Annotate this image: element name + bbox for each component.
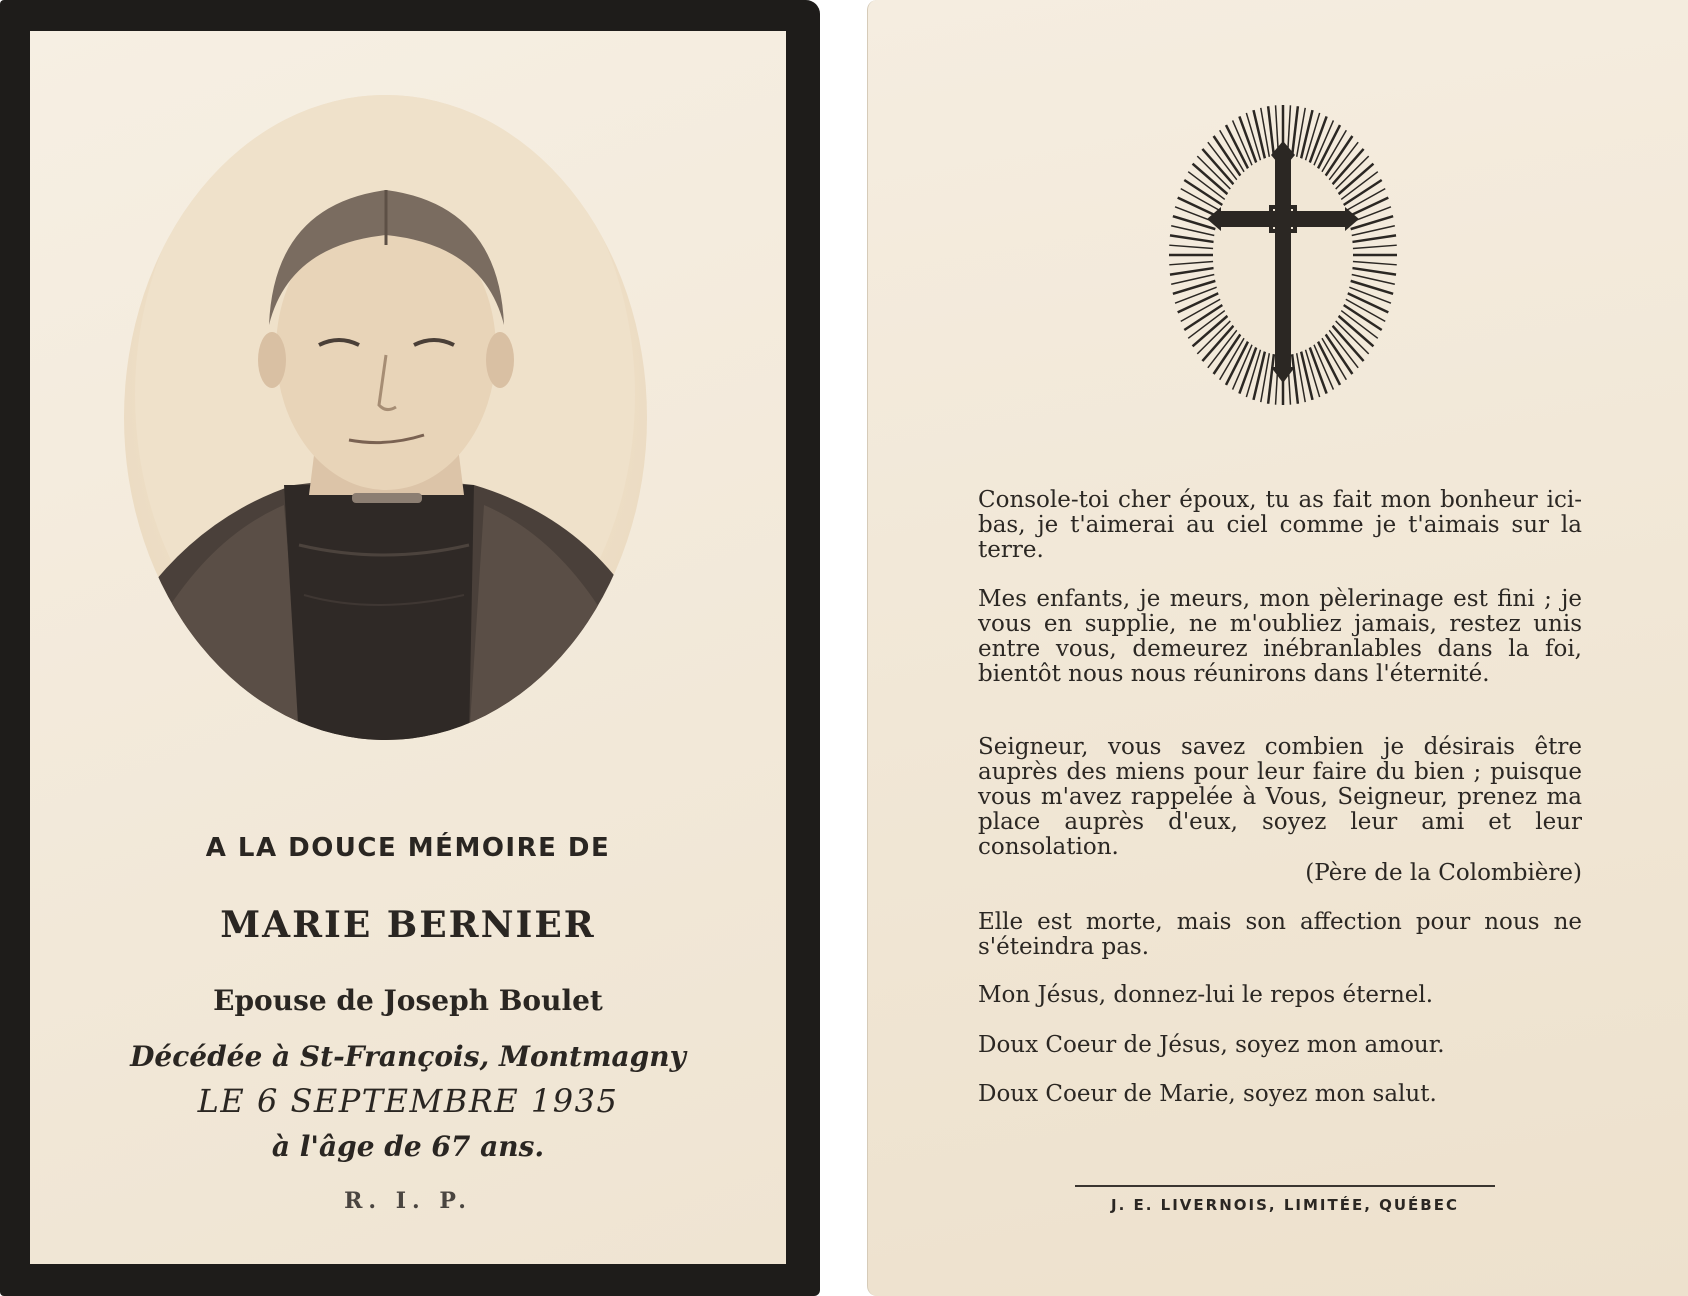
cross-ray xyxy=(1348,198,1389,217)
death-place: Décédée à St-François, Montmagny xyxy=(130,1040,686,1073)
cross-ray xyxy=(1292,106,1298,156)
verse-children: Mes enfants, je meurs, mon pèlerinage est fini ; je vous en supplie, ne m'oubliez jamais, restez unis entre vous, demeurez inébranlables dans la foi, bientôt nous nous réunirons dans l'éternité. xyxy=(978,586,1582,687)
cross-ray xyxy=(1352,268,1396,275)
radiant-cross-icon xyxy=(1167,103,1399,408)
prayer-line: Mon Jésus, donnez-lui le repos éternel. xyxy=(978,982,1434,1008)
cross-ray xyxy=(1268,354,1274,404)
cross-ray xyxy=(1175,287,1217,303)
prayer-line: Doux Coeur de Marie, soyez mon salut. xyxy=(978,1081,1437,1107)
verse-lord: Seigneur, vous savez combien je désirais être auprès des miens pour leur faire du bien ; puisque vous m'avez rappelée à Vous, Seigneur, prenez ma place auprès d'eux, soyez leur ami et leur consolation. xyxy=(978,734,1582,860)
age-at-death: à l'âge de 67 ans. xyxy=(271,1130,545,1163)
cross-ray xyxy=(1352,235,1396,242)
cross-ray xyxy=(1178,198,1219,217)
cross-ray xyxy=(1353,262,1397,265)
cross-ray xyxy=(1169,245,1213,248)
death-date: LE 6 SEPTEMBRE 1935 xyxy=(197,1082,619,1120)
cross-ray xyxy=(1348,293,1389,312)
verse-affection: Elle est morte, mais son affection pour nous ne s'éteindra pas. xyxy=(978,909,1582,960)
printer-imprint: J. E. LIVERNOIS, LIMITÉE, QUÉBEC xyxy=(1111,1196,1459,1214)
memorial-card-back xyxy=(867,0,1688,1296)
cross-ray xyxy=(1170,268,1214,275)
printer-divider xyxy=(1075,1185,1495,1187)
memorial-card-front xyxy=(0,0,820,1296)
cross-ray xyxy=(1292,354,1298,404)
cross-ray xyxy=(1353,245,1397,248)
verse-spouse: Console-toi cher époux, tu as fait mon bonheur ici-bas, je t'aimerai au ciel comme je t'aimais sur la terre. xyxy=(978,487,1582,563)
cross-ray xyxy=(1349,287,1391,303)
deceased-name: MARIE BERNIER xyxy=(220,904,596,946)
cross-ray xyxy=(1169,262,1213,265)
prayer-line: Doux Coeur de Jésus, soyez mon amour. xyxy=(978,1032,1445,1058)
spouse-line: Epouse de Joseph Boulet xyxy=(213,984,603,1017)
verse-attribution: (Père de la Colombière) xyxy=(1305,860,1582,886)
rip-inscription: R. I. P. xyxy=(344,1188,472,1214)
memoire-heading: A LA DOUCE MÉMOIRE DE xyxy=(205,833,611,863)
cross-ray xyxy=(1268,106,1274,156)
cross-ray xyxy=(1170,235,1214,242)
cross-ray xyxy=(1178,293,1219,312)
portrait-photo xyxy=(124,95,647,740)
